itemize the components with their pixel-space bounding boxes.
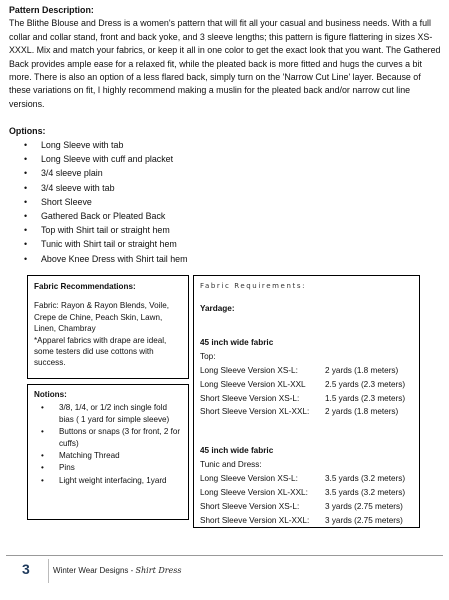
fabric-recommendations-box bbox=[27, 275, 189, 379]
option-item: • Top with Shirt tail or straight hem bbox=[24, 223, 188, 237]
pattern-description bbox=[9, 4, 441, 111]
yardage-value: 3.5 yards (3.2 meters) bbox=[325, 488, 406, 498]
fabric-label: Fabric bbox=[34, 301, 57, 311]
options-title: Options: bbox=[9, 126, 46, 136]
yardage-label: Short Sleeve Version XS-L: bbox=[200, 393, 300, 403]
yardage-value: 3 yards (2.75 meters) bbox=[325, 515, 403, 525]
options-list bbox=[24, 138, 188, 266]
yardage-value: 3 yards (2.75 meters) bbox=[325, 501, 403, 511]
footer-brand bbox=[53, 566, 182, 575]
yardage-heading: Yardage: bbox=[200, 304, 235, 313]
notion-item: • Matching Thread bbox=[34, 450, 182, 461]
section-subheading: Tunic and Dress: bbox=[200, 460, 262, 470]
yardage-value: 3.5 yards (3.2 meters) bbox=[325, 474, 406, 484]
yardage-value: 1.5 yards (2.3 meters) bbox=[325, 393, 406, 403]
fabric-recommendations-text bbox=[34, 300, 182, 334]
description-body: The Blithe Blouse and Dress is a women's pattern that will fit all your casual and business needs. With a full collar and collar stand, front and back yoke, and 3 sleeve lengths; this pattern is figure flattering in sizes XS-XXXL. Mix and match your fabrics, or keep it all in one color to get the exact look that you want. The Gathered Back provides ample ease for a relaxed fit, while the pleated back is more fitted and hugs the curves a bit more. There is also an option of a less flared back, simply turn on the 'Narrow Cut Line' layer. Because of these variations on fit, I highly recommend making a muslin for the pleated back and/or narrow cut line versions. bbox=[9, 18, 441, 109]
yardage-row bbox=[200, 486, 413, 500]
yardage-row bbox=[200, 472, 413, 486]
yardage-label: Long Sleeve Version XL-XXL bbox=[200, 379, 306, 389]
yardage-label: Short Sleeve Version XL-XXL: bbox=[200, 515, 310, 525]
footer-separator bbox=[48, 559, 49, 583]
fabric-list: : Rayon & Rayon Blends, Voile, Crepe de Chine, Peach Skin, Lawn, Linen, Chambray bbox=[34, 301, 169, 334]
section-subheading: Top: bbox=[200, 351, 216, 361]
yardage-row bbox=[200, 392, 413, 406]
notion-item: • 3/8, 1/4, or 1/2 inch single fold bias ( 1 yard for simple sleeve) bbox=[34, 402, 182, 425]
yardage-row bbox=[200, 364, 413, 378]
fabric-note: *Apparel fabrics with drape are ideal, some testers did use cottons with success. bbox=[34, 335, 167, 368]
footer-divider bbox=[6, 555, 443, 556]
option-item: • 3/4 sleeve with tab bbox=[24, 181, 188, 195]
option-item: • Long Sleeve with cuff and placket bbox=[24, 152, 188, 166]
option-item: • Gathered Back or Pleated Back bbox=[24, 209, 188, 223]
fabric-recommendations-title: Fabric Recommendations: bbox=[34, 282, 136, 291]
notion-item: • Light weight interfacing, 1yard bbox=[34, 475, 182, 486]
yardage-label: Long Sleeve Version XS-L: bbox=[200, 474, 298, 484]
option-item: • Tunic with Shirt tail or straight hem bbox=[24, 237, 188, 251]
fabric-requirements-title: Fabric Requirements: bbox=[200, 282, 307, 290]
description-heading: Pattern Description: bbox=[9, 5, 94, 15]
yardage-value: 2 yards (1.8 meters) bbox=[325, 407, 399, 417]
yardage-value: 2 yards (1.8 meters) bbox=[325, 365, 399, 375]
yardage-row bbox=[200, 405, 413, 419]
yardage-label: Long Sleeve Version XS-L: bbox=[200, 365, 298, 375]
option-item: • Short Sleeve bbox=[24, 195, 188, 209]
brand-name: Winter Wear Designs - bbox=[53, 566, 136, 575]
notions-title: Notions: bbox=[34, 390, 67, 399]
option-item: • Above Knee Dress with Shirt tail hem bbox=[24, 252, 188, 266]
yardage-row bbox=[200, 500, 413, 514]
section-heading: 45 inch wide fabric bbox=[200, 446, 274, 456]
yardage-label: Long Sleeve Version XL-XXL: bbox=[200, 488, 308, 498]
notions-box bbox=[27, 384, 189, 520]
yardage-label: Short Sleeve Version XS-L: bbox=[200, 501, 300, 511]
option-item: • Long Sleeve with tab bbox=[24, 138, 188, 152]
yardage-row bbox=[200, 514, 413, 528]
yardage-label: Short Sleeve Version XL-XXL: bbox=[200, 407, 310, 417]
section-heading: 45 inch wide fabric bbox=[200, 337, 274, 347]
option-item: • 3/4 sleeve plain bbox=[24, 166, 188, 180]
yardage-row bbox=[200, 378, 413, 392]
page-number: 3 bbox=[22, 561, 30, 577]
brand-script: Shirt Dress bbox=[135, 566, 182, 575]
notion-item: • Buttons or snaps (3 for front, 2 for cuffs) bbox=[34, 426, 182, 449]
fabric-requirements-box bbox=[193, 275, 420, 528]
yardage-value: 2.5 yards (2.3 meters) bbox=[325, 379, 406, 389]
notion-item: • Pins bbox=[34, 462, 182, 473]
notions-list bbox=[34, 402, 182, 486]
